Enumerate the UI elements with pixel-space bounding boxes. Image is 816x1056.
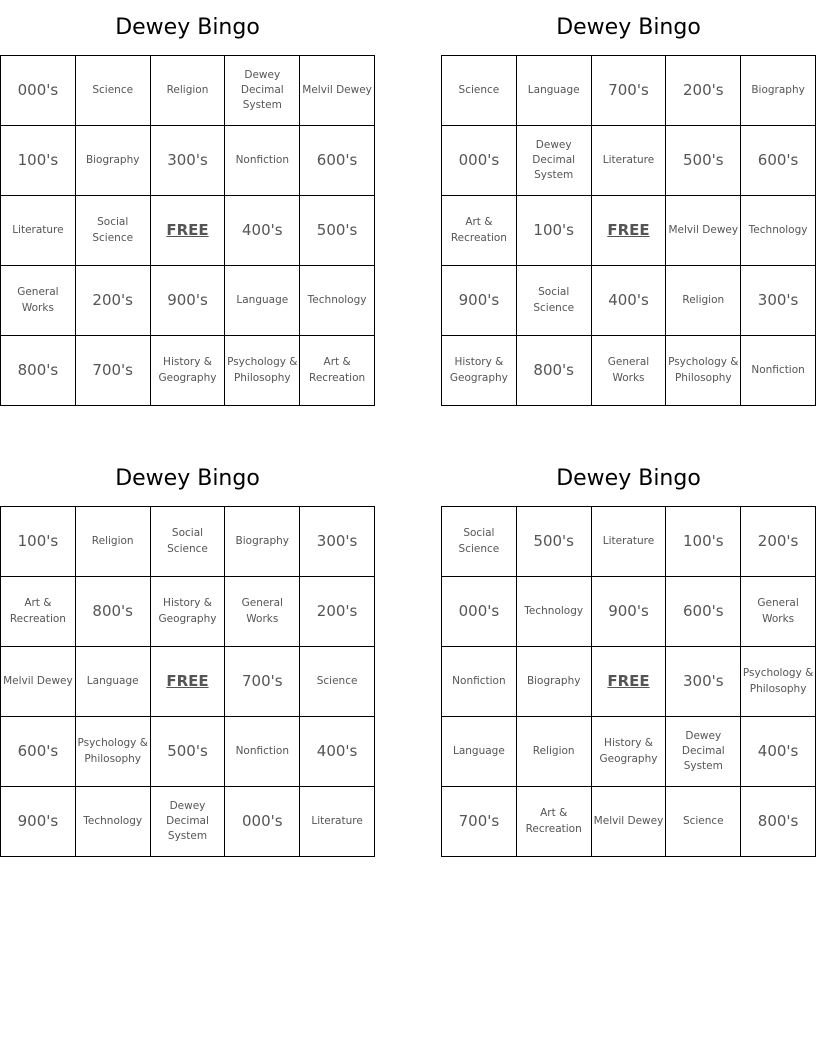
bingo-cell <box>517 196 592 266</box>
bingo-cell <box>225 126 300 196</box>
bingo-cell <box>442 787 517 857</box>
bingo-cell-free <box>151 196 226 266</box>
bingo-cell <box>517 717 592 787</box>
bingo-cell <box>300 266 375 336</box>
card-title: Dewey Bingo <box>115 15 260 40</box>
bingo-cell <box>225 266 300 336</box>
bingo-cell <box>442 507 517 577</box>
bingo-cell <box>666 577 741 647</box>
bingo-cell-label: Dewey Decimal System <box>166 799 209 843</box>
bingo-cell <box>517 336 592 406</box>
bingo-cell-label: 800's <box>757 811 799 830</box>
bingo-cell-label: Nonfiction <box>452 674 506 687</box>
bingo-cell-label: Art & Recreation <box>525 807 582 835</box>
bingo-cell <box>76 507 151 577</box>
bingo-cell-free <box>592 647 667 717</box>
bingo-cell <box>666 126 741 196</box>
bingo-cell-label: 500's <box>533 531 574 550</box>
bingo-cell-label: Technology <box>748 223 808 236</box>
bingo-cell <box>225 647 300 717</box>
bingo-cell-label: History & Geography <box>158 597 217 625</box>
bingo-cell-label: 600's <box>683 601 724 620</box>
bingo-cell <box>151 56 226 126</box>
bingo-cell <box>76 266 151 336</box>
bingo-cell <box>592 56 667 126</box>
bingo-cell-label: 900's <box>458 290 500 309</box>
bingo-cell <box>1 126 76 196</box>
bingo-cell <box>225 56 300 126</box>
bingo-cell-label: 400's <box>608 290 649 309</box>
bingo-cell <box>1 56 76 126</box>
bingo-cell-label: 300's <box>683 671 724 690</box>
bingo-cell <box>517 507 592 577</box>
bingo-cell-label: Literature <box>602 153 655 166</box>
bingo-cell-label: Science <box>316 674 358 687</box>
bingo-cell-label: Melvil Dewey <box>668 223 739 236</box>
bingo-cell <box>76 336 151 406</box>
bingo-cell-label: Dewey Decimal System <box>532 138 576 182</box>
bingo-cell-label: FREE <box>166 220 209 239</box>
bingo-cell-label: Literature <box>602 534 655 547</box>
bingo-cell <box>592 336 667 406</box>
bingo-cell <box>442 647 517 717</box>
bingo-cell <box>741 577 816 647</box>
bingo-cell-label: General Works <box>241 597 283 625</box>
bingo-cell <box>225 577 300 647</box>
bingo-cell <box>300 56 375 126</box>
bingo-cell-label: Religion <box>532 744 575 757</box>
bingo-cell <box>76 126 151 196</box>
bingo-cell <box>1 647 76 717</box>
bingo-cell <box>1 266 76 336</box>
bingo-cell-label: 900's <box>167 290 208 309</box>
bingo-cell <box>225 507 300 577</box>
bingo-cell-label: 100's <box>17 531 59 550</box>
bingo-cell-label: Language <box>527 83 580 96</box>
bingo-cell <box>592 507 667 577</box>
bingo-cell <box>1 196 76 266</box>
bingo-cell <box>225 717 300 787</box>
card-title: Dewey Bingo <box>556 15 701 40</box>
bingo-cell-label: Literature <box>311 814 363 827</box>
bingo-cell-label: 300's <box>757 290 799 309</box>
bingo-grid <box>0 55 375 406</box>
bingo-cell-label: 400's <box>757 741 799 760</box>
bingo-cell <box>666 266 741 336</box>
bingo-cell-label: Psychology & Philosophy <box>742 667 814 695</box>
bingo-cell <box>592 266 667 336</box>
bingo-cell-label: 600's <box>17 741 59 760</box>
bingo-cell-label: 000's <box>242 811 283 830</box>
bingo-cell-label: Language <box>86 674 139 687</box>
bingo-cell-label: 300's <box>316 531 358 550</box>
bingo-cell-label: Technology <box>524 604 584 617</box>
bingo-cell-label: History & Geography <box>599 737 658 765</box>
bingo-cell <box>225 336 300 406</box>
bingo-cell-label: 900's <box>608 601 649 620</box>
bingo-cell-label: Melvil Dewey <box>302 83 372 96</box>
bingo-cell <box>76 647 151 717</box>
bingo-cell-label: 500's <box>316 220 358 239</box>
bingo-cell-label: 300's <box>167 150 208 169</box>
bingo-cell <box>666 717 741 787</box>
bingo-cell <box>300 196 375 266</box>
bingo-cell <box>741 336 816 406</box>
bingo-cell-label: Art & Recreation <box>450 216 507 244</box>
bingo-cell-label: Biography <box>235 534 290 547</box>
bingo-cell <box>225 196 300 266</box>
bingo-cell <box>741 647 816 717</box>
bingo-cell-label: Literature <box>12 223 64 236</box>
bingo-cell <box>741 196 816 266</box>
bingo-cell-label: 600's <box>757 150 799 169</box>
bingo-cell <box>151 266 226 336</box>
bingo-cell-label: Psychology & Philosophy <box>668 356 739 384</box>
bingo-cell <box>517 787 592 857</box>
bingo-cell <box>442 577 517 647</box>
bingo-cell <box>741 507 816 577</box>
bingo-cell-label: Technology <box>83 814 143 827</box>
bingo-cell <box>76 196 151 266</box>
bingo-cell-label: 600's <box>316 150 358 169</box>
bingo-cell-label: Social Science <box>458 527 500 555</box>
bingo-cell-label: 700's <box>608 80 649 99</box>
bingo-cell <box>741 787 816 857</box>
bingo-cell <box>300 126 375 196</box>
bingo-cell-label: Dewey Decimal System <box>681 729 725 773</box>
bingo-cell-label: Nonfiction <box>235 153 289 166</box>
bingo-cell-label: 000's <box>17 80 59 99</box>
bingo-cell-label: Psychology & Philosophy <box>77 737 148 765</box>
bingo-cell-label: Religion <box>91 534 134 547</box>
bingo-cell-label: Biography <box>751 83 805 96</box>
bingo-cell-label: Social Science <box>533 286 575 314</box>
bingo-cell <box>442 336 517 406</box>
bingo-cell <box>666 507 741 577</box>
bingo-cell <box>151 577 226 647</box>
bingo-cell <box>300 577 375 647</box>
bingo-cell-label: 500's <box>167 741 208 760</box>
bingo-cell-label: Religion <box>166 83 209 96</box>
bingo-cell-label: 700's <box>458 811 500 830</box>
bingo-cell <box>517 266 592 336</box>
bingo-cell <box>442 717 517 787</box>
card-title: Dewey Bingo <box>115 466 260 491</box>
bingo-cell-label: General Works <box>17 286 59 314</box>
bingo-cell-free <box>592 196 667 266</box>
bingo-cell <box>300 647 375 717</box>
bingo-cell-label: Social Science <box>92 216 134 244</box>
bingo-grid <box>441 506 816 857</box>
bingo-cell <box>741 717 816 787</box>
bingo-cell-label: Science <box>458 83 500 96</box>
bingo-cell-label: Religion <box>682 293 725 306</box>
bingo-cell-label: History & Geography <box>449 356 508 384</box>
bingo-cell <box>151 126 226 196</box>
bingo-cell <box>1 787 76 857</box>
bingo-cell-label: Art & Recreation <box>9 597 66 625</box>
bingo-cell <box>151 336 226 406</box>
bingo-cell <box>300 507 375 577</box>
bingo-cell <box>741 56 816 126</box>
bingo-cell <box>151 507 226 577</box>
bingo-cell <box>300 787 375 857</box>
bingo-cell-label: General Works <box>757 597 799 625</box>
bingo-cell-label: 100's <box>683 531 724 550</box>
bingo-cell-label: Social Science <box>167 527 208 555</box>
bingo-cell-label: 700's <box>92 360 133 379</box>
bingo-cell-label: 000's <box>458 150 500 169</box>
bingo-cell <box>666 56 741 126</box>
bingo-cell <box>666 787 741 857</box>
bingo-cell <box>592 126 667 196</box>
bingo-cell <box>666 336 741 406</box>
bingo-cell <box>592 787 667 857</box>
bingo-cell <box>300 717 375 787</box>
bingo-grid <box>441 55 816 406</box>
bingo-cell-label: Technology <box>307 293 367 306</box>
bingo-cell-label: Dewey Decimal System <box>240 68 284 112</box>
bingo-cell-label: Biography <box>526 674 581 687</box>
bingo-cell-label: 700's <box>242 671 283 690</box>
bingo-cell-free <box>151 647 226 717</box>
bingo-cell <box>151 787 226 857</box>
bingo-cell <box>442 126 517 196</box>
bingo-cell <box>1 507 76 577</box>
bingo-cell <box>76 577 151 647</box>
bingo-cell-label: 400's <box>316 741 358 760</box>
bingo-cell <box>666 196 741 266</box>
bingo-cell <box>442 266 517 336</box>
bingo-cell <box>592 717 667 787</box>
bingo-cell <box>1 717 76 787</box>
bingo-cell <box>76 787 151 857</box>
bingo-cell <box>592 577 667 647</box>
bingo-cell <box>741 126 816 196</box>
card-title: Dewey Bingo <box>556 466 701 491</box>
bingo-cell-label: Art & Recreation <box>309 356 366 384</box>
bingo-cell-label: 200's <box>92 290 133 309</box>
bingo-cell <box>442 196 517 266</box>
bingo-cell-label: Melvil Dewey <box>593 814 664 827</box>
bingo-cell <box>741 266 816 336</box>
bingo-cell-label: 200's <box>757 531 799 550</box>
bingo-cell <box>442 56 517 126</box>
bingo-cell-label: 200's <box>316 601 358 620</box>
bingo-cell-label: FREE <box>607 671 650 690</box>
bingo-cell <box>76 717 151 787</box>
bingo-cell <box>517 577 592 647</box>
bingo-cell-label: 400's <box>242 220 283 239</box>
bingo-cell-label: General Works <box>607 356 650 384</box>
bingo-cell-label: 800's <box>92 601 133 620</box>
bingo-cell-label: Nonfiction <box>751 363 805 376</box>
bingo-cell-label: 000's <box>458 601 500 620</box>
bingo-cell-label: 100's <box>533 220 574 239</box>
bingo-cell <box>225 787 300 857</box>
bingo-cell-label: History & Geography <box>158 356 217 384</box>
bingo-cell-label: Language <box>236 293 289 306</box>
bingo-cell-label: FREE <box>607 220 650 239</box>
bingo-cell-label: Science <box>682 814 724 827</box>
bingo-cell-label: 100's <box>17 150 59 169</box>
bingo-cell <box>666 647 741 717</box>
bingo-cell <box>517 126 592 196</box>
bingo-cell-label: Science <box>92 83 134 96</box>
bingo-cell <box>517 647 592 717</box>
bingo-cell <box>300 336 375 406</box>
bingo-cell-label: Melvil Dewey <box>3 674 73 687</box>
bingo-cell-label: 200's <box>683 80 724 99</box>
bingo-cell <box>517 56 592 126</box>
bingo-cell <box>1 336 76 406</box>
bingo-cell <box>76 56 151 126</box>
bingo-grid <box>0 506 375 857</box>
bingo-cell-label: 800's <box>17 360 59 379</box>
bingo-cell-label: Nonfiction <box>235 744 289 757</box>
bingo-cell <box>1 577 76 647</box>
bingo-cell-label: FREE <box>166 671 209 690</box>
bingo-cell-label: Psychology & Philosophy <box>227 356 298 384</box>
bingo-cell-label: 900's <box>17 811 59 830</box>
bingo-cell-label: Biography <box>85 153 140 166</box>
bingo-cell-label: 500's <box>683 150 724 169</box>
bingo-cell-label: 800's <box>533 360 574 379</box>
bingo-cell <box>151 717 226 787</box>
bingo-cell-label: Language <box>452 744 505 757</box>
